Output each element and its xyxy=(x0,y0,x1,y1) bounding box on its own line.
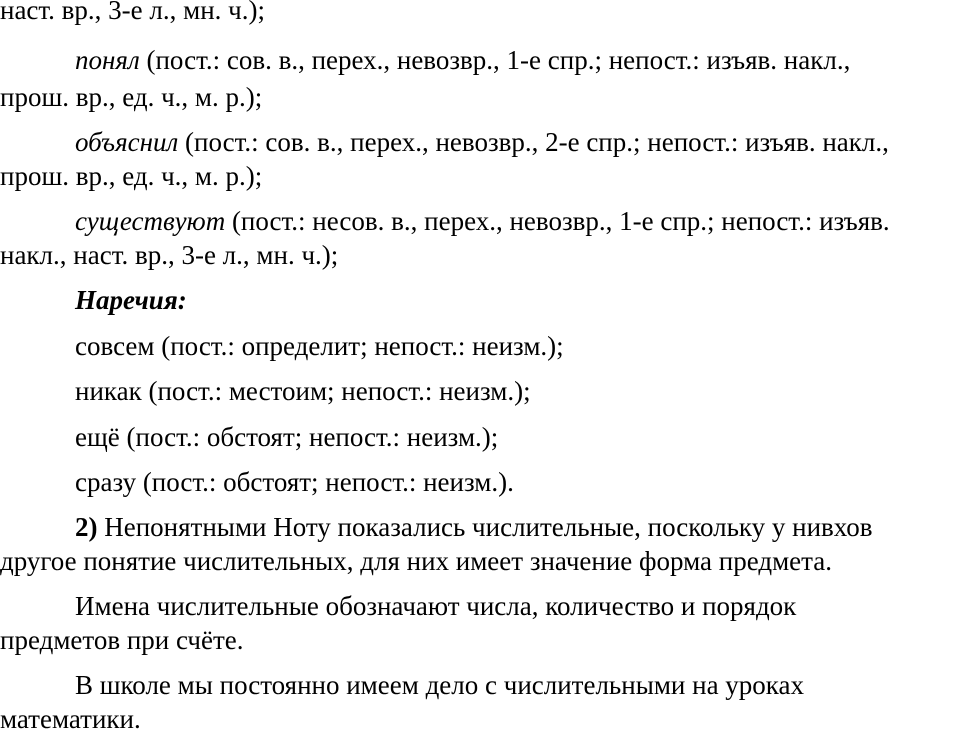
adverb-entry: никак (пост.: местоим; непост.: неизм.); xyxy=(75,376,531,406)
verb-entry-line xyxy=(75,43,850,77)
text-line: предметов при счёте. xyxy=(0,625,244,655)
verb-word: объяснил xyxy=(75,127,179,157)
text-line: прош. вр., ед. ч., м. р.); xyxy=(0,82,263,112)
item-number: 2) xyxy=(75,512,98,542)
adverb-entry: ещё (пост.: обстоят; непост.: неизм.); xyxy=(75,422,499,452)
text-line: наст. вр., 3-е л., мн. ч.); xyxy=(0,0,265,25)
text-line: В школе мы постоянно имеем дело с числительными на уроках xyxy=(75,670,804,700)
verb-description: (пост.: сов. в., перех., невозвр., 2-е спр.; непост.: изъяв. накл., xyxy=(178,127,889,157)
verb-entry-line xyxy=(75,204,890,238)
text-line: другое понятие числительных, для них имеет значение форма предмета. xyxy=(0,546,833,576)
verb-description: (пост.: несов. в., перех., невозвр., 1-е спр.; непост.: изъяв. xyxy=(225,206,890,236)
verb-word: понял xyxy=(75,45,140,75)
item-text: Непонятными Ноту показались числительные, поскольку у нивхов xyxy=(97,512,873,542)
item-two-line xyxy=(75,510,873,544)
verb-word: существуют xyxy=(75,206,226,236)
adverbs-heading: Наречия: xyxy=(75,285,187,315)
adverb-entry: совсем (пост.: определит; непост.: неизм.); xyxy=(75,331,564,361)
text-line: Имена числительные обозначают числа, количество и порядок xyxy=(75,591,797,621)
text-line: математики. xyxy=(0,704,141,734)
text-line: прош. вр., ед. ч., м. р.); xyxy=(0,161,263,191)
verb-description: (пост.: сов. в., перех., невозвр., 1-е спр.; непост.: изъяв. накл., xyxy=(139,45,851,75)
verb-entry-line xyxy=(75,125,889,159)
adverb-entry: сразу (пост.: обстоят; непост.: неизм.). xyxy=(75,467,514,497)
text-line: накл., наст. вр., 3-е л., мн. ч.); xyxy=(0,240,339,270)
